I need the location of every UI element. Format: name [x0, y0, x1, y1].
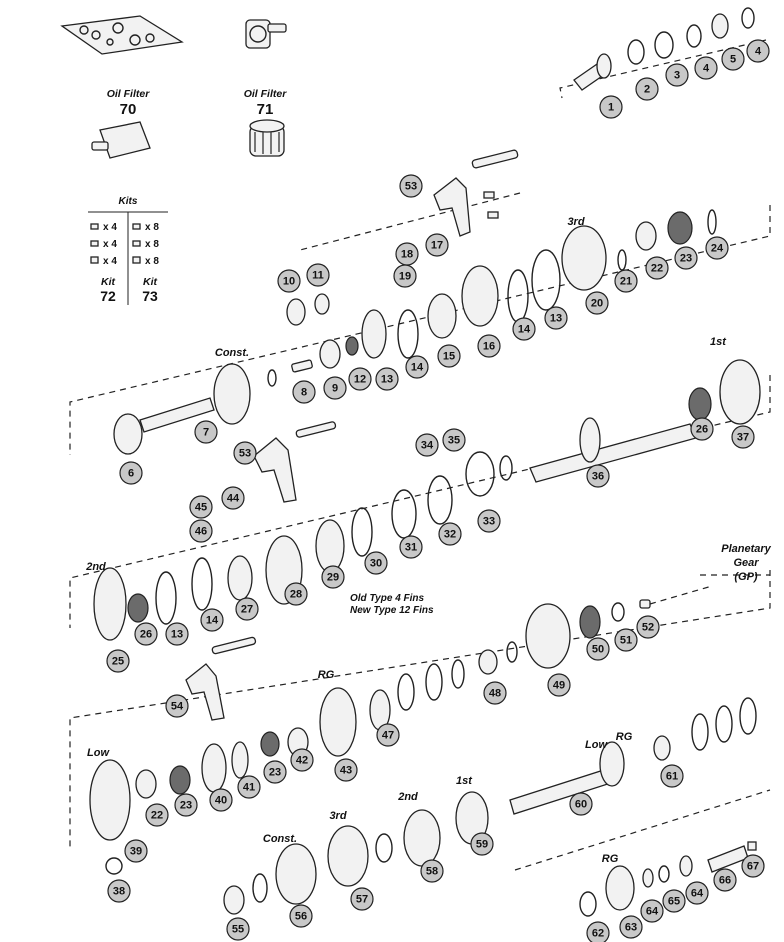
callout-2 — [636, 78, 658, 100]
callout-number: 33 — [482, 515, 496, 528]
callout-number: 37 — [736, 431, 750, 444]
callout-number: 44 — [226, 492, 240, 505]
callout-number: 23 — [679, 252, 693, 265]
callout-23 — [264, 761, 286, 783]
callout-number: 5 — [729, 53, 737, 66]
oil-filter-70-label: Oil Filter — [106, 88, 150, 100]
callout-6 — [120, 462, 142, 484]
callout-number: 13 — [549, 312, 563, 325]
callout-41 — [238, 776, 260, 798]
callout-number: 14 — [410, 361, 424, 374]
callout-13 — [545, 307, 567, 329]
callout-number: 65 — [667, 895, 681, 908]
kit-72-qty-3: x 4 — [103, 256, 117, 267]
callout-number: 32 — [443, 528, 457, 541]
callout-number: 48 — [488, 687, 502, 700]
callout-53 — [234, 442, 256, 464]
callout-number: 35 — [447, 434, 461, 447]
callout-20 — [586, 292, 608, 314]
callout-number: 67 — [746, 860, 760, 873]
callout-number: 66 — [718, 874, 732, 887]
callout-22 — [646, 257, 668, 279]
callout-62 — [587, 922, 609, 942]
callout-number: 29 — [326, 571, 340, 584]
kits-table — [88, 196, 168, 305]
callout-37 — [732, 426, 754, 448]
callout-number: 13 — [170, 628, 184, 641]
input-shaft-parts — [574, 8, 754, 90]
callout-64 — [641, 900, 663, 922]
callout-number: 54 — [170, 700, 184, 713]
callout-number: 26 — [695, 423, 709, 436]
callout-43 — [335, 759, 357, 781]
callout-67 — [742, 855, 764, 877]
callout-number: 49 — [552, 679, 566, 692]
callout-52 — [637, 616, 659, 638]
callout-number: 25 — [111, 655, 125, 668]
label-planetary-gear: Gear — [733, 557, 759, 569]
callout-number: 63 — [624, 921, 638, 934]
callout-14 — [513, 318, 535, 340]
callout-number: 1 — [607, 101, 615, 114]
callout-33 — [478, 510, 500, 532]
callout-number: 60 — [574, 798, 588, 811]
callout-64 — [686, 882, 708, 904]
kit-72-qty-1: x 4 — [103, 222, 117, 233]
kit-72-word: Kit — [101, 276, 115, 288]
callout-15 — [438, 345, 460, 367]
kit-73-qty-1: x 8 — [145, 222, 159, 233]
callout-number: 53 — [238, 447, 252, 460]
callout-50 — [587, 638, 609, 660]
callout-number: 4 — [754, 45, 762, 58]
callout-number: 20 — [590, 297, 604, 310]
callout-number: 21 — [619, 275, 633, 288]
label-new-type: New Type 12 Fins — [350, 605, 434, 616]
callout-number: 62 — [591, 927, 605, 940]
callout-4 — [747, 40, 769, 62]
callout-23 — [675, 247, 697, 269]
callout-number: 9 — [331, 382, 339, 395]
pump-illustration — [246, 20, 286, 48]
callout-36 — [587, 465, 609, 487]
label-rg-2: RG — [615, 731, 633, 743]
callout-number: 52 — [641, 621, 655, 634]
callout-4 — [695, 57, 717, 79]
oil-filter-71-number: 71 — [256, 101, 274, 118]
callout-65 — [663, 890, 685, 912]
label-const-lower: Const. — [262, 833, 298, 845]
callout-number: 24 — [710, 242, 724, 255]
callout-number: 38 — [112, 885, 126, 898]
callout-number: 26 — [139, 628, 153, 641]
callout-19 — [394, 265, 416, 287]
callout-5 — [722, 48, 744, 70]
callout-11 — [307, 264, 329, 286]
kit-73-number: 73 — [142, 288, 158, 304]
callout-34 — [416, 434, 438, 456]
callout-47 — [377, 724, 399, 746]
callout-number: 40 — [214, 794, 228, 807]
callout-25 — [107, 650, 129, 672]
callout-number: 23 — [179, 799, 193, 812]
callout-number: 2 — [643, 83, 651, 96]
callout-number: 56 — [294, 910, 308, 923]
label-3rd-lower: 3rd — [329, 810, 347, 822]
callout-number: 34 — [420, 439, 434, 452]
callout-40 — [210, 789, 232, 811]
callout-46 — [190, 520, 212, 542]
shift-fork-53-lower — [254, 421, 336, 502]
callout-54 — [166, 695, 188, 717]
callout-number: 22 — [150, 809, 164, 822]
callout-number: 18 — [400, 248, 414, 261]
label-const-upper: Const. — [214, 347, 250, 359]
callout-22 — [146, 804, 168, 826]
callout-45 — [190, 496, 212, 518]
callout-12 — [349, 368, 371, 390]
callout-63 — [620, 916, 642, 938]
callout-59 — [471, 833, 493, 855]
kit-73-word: Kit — [143, 276, 157, 288]
callout-number: 13 — [380, 373, 394, 386]
callout-number: 11 — [312, 269, 324, 282]
label-2nd-upper: 2nd — [86, 561, 106, 573]
callout-number: 55 — [231, 923, 245, 936]
shift-fork-54 — [186, 637, 256, 720]
callout-number: 6 — [127, 467, 135, 480]
callout-number: 42 — [295, 754, 309, 767]
callout-number: 28 — [289, 588, 303, 601]
callout-1 — [600, 96, 622, 118]
callout-number: 36 — [591, 470, 605, 483]
callout-21 — [615, 270, 637, 292]
callout-number: 64 — [645, 905, 659, 918]
callout-28 — [285, 583, 307, 605]
callout-39 — [125, 840, 147, 862]
callout-35 — [443, 429, 465, 451]
shift-fork-53-upper — [434, 150, 518, 236]
callout-number: 43 — [339, 764, 353, 777]
callout-16 — [478, 335, 500, 357]
callout-66 — [714, 869, 736, 891]
callout-number: 4 — [702, 62, 710, 75]
callout-57 — [351, 888, 373, 910]
callout-32 — [439, 523, 461, 545]
callout-number: 16 — [482, 340, 496, 353]
callout-31 — [400, 536, 422, 558]
oil-filter-71-illustration — [250, 120, 284, 156]
callout-61 — [661, 765, 683, 787]
callout-29 — [322, 566, 344, 588]
callout-60 — [570, 793, 592, 815]
label-3rd-upper: 3rd — [567, 216, 585, 228]
callout-7 — [195, 421, 217, 443]
oil-filter-71-label: Oil Filter — [243, 88, 287, 100]
callout-number: 14 — [205, 614, 219, 627]
callout-number: 10 — [282, 275, 296, 288]
callout-58 — [421, 860, 443, 882]
callout-10 — [278, 270, 300, 292]
callout-56 — [290, 905, 312, 927]
label-rg-1: RG — [317, 669, 335, 681]
callout-51 — [615, 629, 637, 651]
callout-number: 30 — [369, 557, 383, 570]
callout-13 — [376, 368, 398, 390]
callout-number: 7 — [202, 426, 210, 439]
callout-23 — [175, 794, 197, 816]
oil-filter-70-illustration — [92, 122, 150, 158]
callout-number: 3 — [673, 69, 681, 82]
callout-42 — [291, 749, 313, 771]
callout-number: 53 — [404, 180, 418, 193]
callout-13 — [166, 623, 188, 645]
callout-17 — [426, 234, 448, 256]
callout-48 — [484, 682, 506, 704]
label-2nd-lower: 2nd — [398, 791, 418, 803]
callout-number: 61 — [665, 770, 679, 783]
callout-number: 15 — [442, 350, 456, 363]
callout-27 — [236, 598, 258, 620]
callout-18 — [396, 243, 418, 265]
callout-number: 39 — [129, 845, 143, 858]
callout-49 — [548, 674, 570, 696]
kit-72-number: 72 — [100, 288, 116, 304]
callout-55 — [227, 918, 249, 940]
callout-14 — [406, 356, 428, 378]
label-low-right: Low — [585, 739, 607, 751]
label-planetary: Planetary — [721, 543, 771, 555]
callout-number: 47 — [381, 729, 395, 742]
callout-9 — [324, 377, 346, 399]
label-low-left: Low — [87, 747, 109, 759]
callout-30 — [365, 552, 387, 574]
callout-number: 31 — [404, 541, 418, 554]
gasket-kit-illustration — [62, 16, 182, 54]
oil-filter-70-number: 70 — [119, 101, 137, 118]
callout-24 — [706, 237, 728, 259]
label-planetary-gp: (GP) — [734, 571, 758, 583]
callout-number: 58 — [425, 865, 439, 878]
callout-number: 45 — [194, 501, 208, 514]
callout-26 — [135, 623, 157, 645]
callout-number: 50 — [591, 643, 605, 656]
callout-number: 57 — [355, 893, 369, 906]
callout-number: 8 — [300, 386, 308, 399]
callout-number: 64 — [690, 887, 704, 900]
label-1st-lower: 1st — [456, 775, 472, 787]
label-1st-upper: 1st — [710, 336, 726, 348]
callout-number: 27 — [240, 603, 254, 616]
callout-44 — [222, 487, 244, 509]
callout-number: 59 — [475, 838, 489, 851]
gear-row-2-parts — [287, 210, 716, 368]
callout-53 — [400, 175, 422, 197]
kit-73-qty-3: x 8 — [145, 256, 159, 267]
callout-38 — [108, 880, 130, 902]
callout-3 — [666, 64, 688, 86]
callout-14 — [201, 609, 223, 631]
label-old-type: Old Type 4 Fins — [350, 593, 425, 604]
callout-number: 22 — [650, 262, 664, 275]
callout-number: 41 — [242, 781, 256, 794]
callout-number: 17 — [430, 239, 444, 252]
callout-number: 51 — [619, 634, 633, 647]
kits-title: Kits — [118, 196, 138, 207]
callout-number: 23 — [268, 766, 282, 779]
kit-73-qty-2: x 8 — [145, 239, 159, 250]
callout-8 — [293, 381, 315, 403]
callout-number: 46 — [194, 525, 208, 538]
callout-number: 19 — [398, 270, 412, 283]
callout-number: 12 — [353, 373, 367, 386]
callout-26 — [691, 418, 713, 440]
kit-72-qty-2: x 4 — [103, 239, 117, 250]
label-rg-3: RG — [601, 853, 619, 865]
callout-number: 14 — [517, 323, 531, 336]
